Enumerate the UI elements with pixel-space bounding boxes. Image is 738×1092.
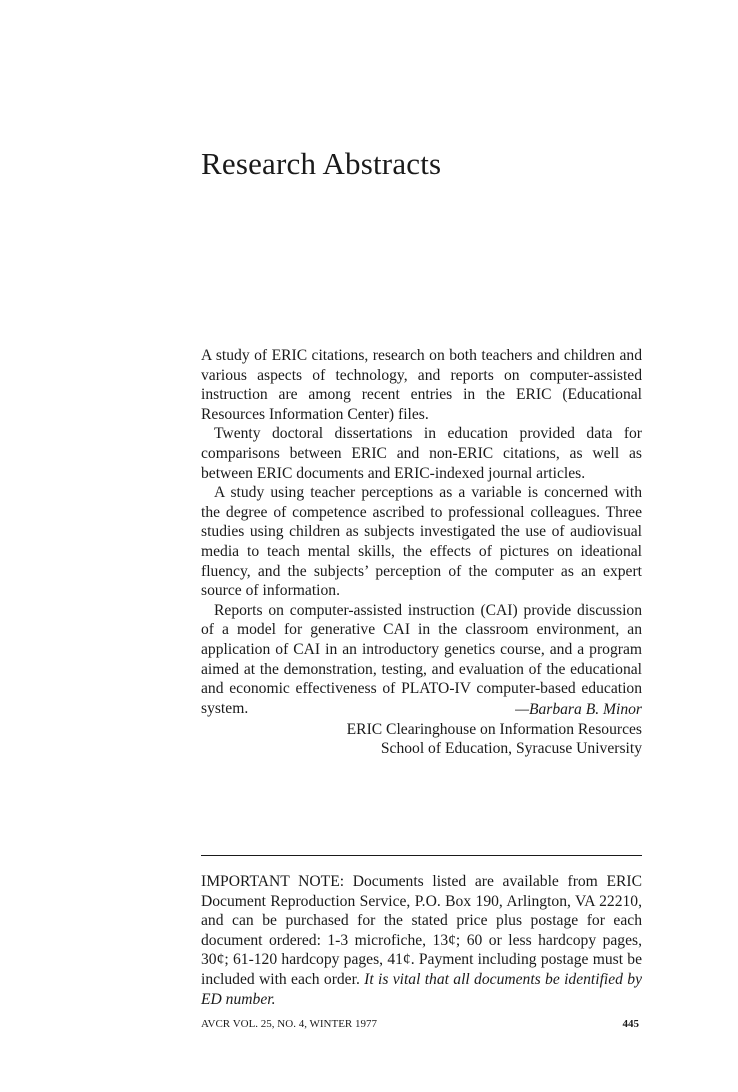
section-divider <box>201 855 642 856</box>
signature-block <box>347 700 642 759</box>
abstract-paragraph: Reports on computer-assisted instruction (CAI) provide discussion of a model for generative CAI in the classroom environment, an application of CAI in an introductory genetics course, and a program aimed at the demonstration, testing, and evaluation of the educational and economic effectiveness of PLATO-IV computer-based education system. <box>201 601 642 717</box>
important-note <box>201 872 642 1009</box>
signature-school: School of Education, Syracuse University <box>380 740 642 758</box>
signature-organization: ERIC Clearinghouse on Information Resources <box>346 720 642 738</box>
abstract-paragraph: A study of ERIC citations, research on both teachers and children and various aspects of technology, and reports on computer-assisted instruction are among recent entries in the ERIC (Educational Resources Information Center) files. <box>201 347 642 423</box>
page-title: Research Abstracts <box>201 146 442 181</box>
note-emphasis: It is vital that all documents be identified by ED number. <box>201 970 643 1008</box>
abstract-paragraph: Twenty doctoral dissertations in education provided data for comparisons between ERIC and non-ERIC citations, as well as between ERIC documents and ERIC-indexed journal articles. <box>201 425 642 482</box>
abstract-body <box>201 346 642 718</box>
abstract-paragraph: A study using teacher perceptions as a variable is concerned with the degree of competence ascribed to professional colleagues. Three studies using children as subjects investigated the use of audiovisual media to teach mental skills, the effects of pictures on ideational fluency, and the subjects’ perception of the computer as an expert source of information. <box>201 484 642 600</box>
journal-citation: AVCR VOL. 25, NO. 4, WINTER 1977 <box>201 1018 378 1030</box>
signature-author: —Barbara B. Minor <box>515 701 642 718</box>
note-text: IMPORTANT NOTE: Documents listed are available from ERIC Document Reproduction Service, P.O. Box 190, Arlington, VA 22210, and can be purchased for the stated price plus postage for each document ordered: 1-3 microfiche, 13¢; 60 or less hardcopy pages, 30¢; 61-120 hardcopy pages, 41¢. Payment including postage must be included with each order. <box>201 873 642 988</box>
page-number: 445 <box>622 1018 639 1030</box>
